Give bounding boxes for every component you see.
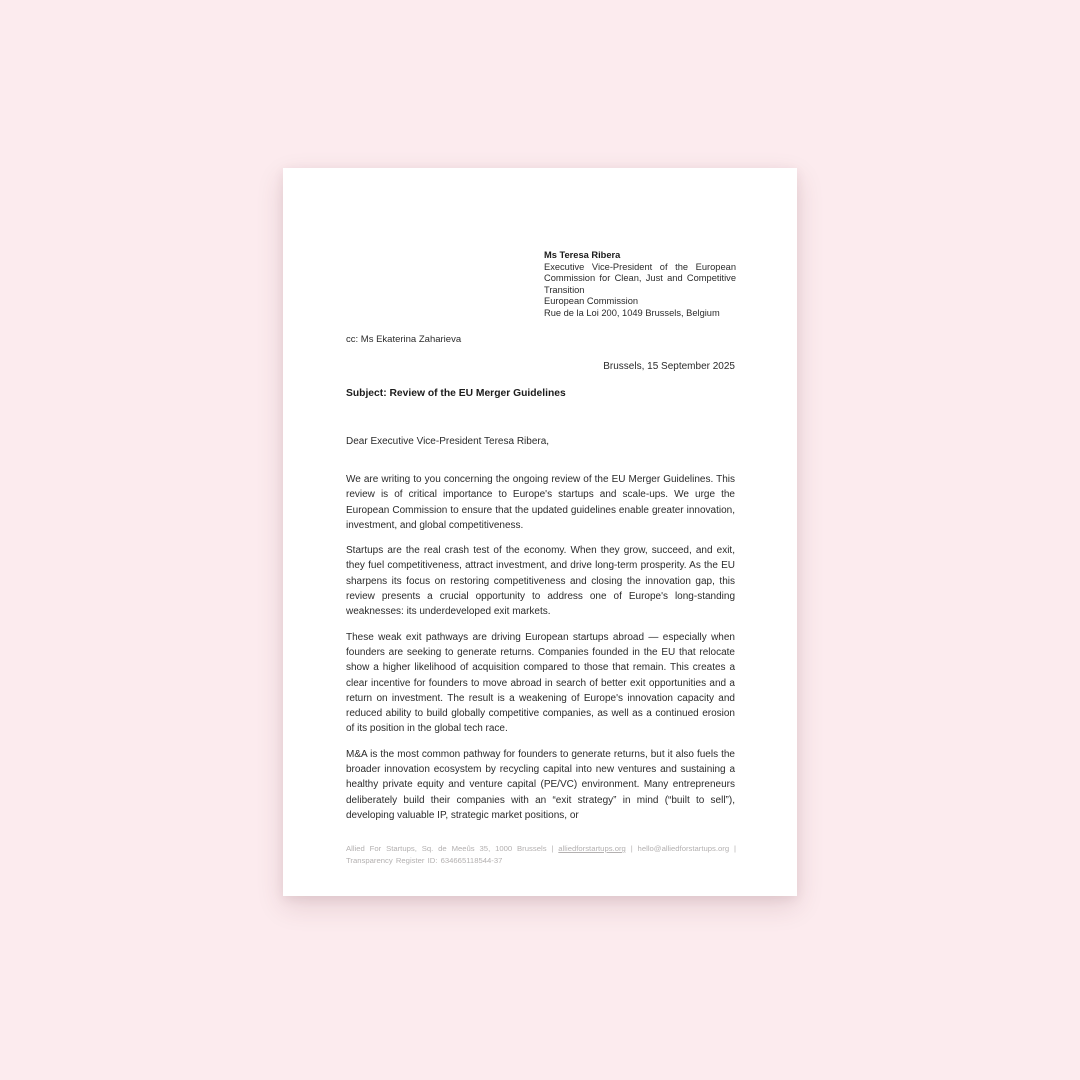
recipient-organisation: European Commission [544, 296, 639, 307]
cc-line: cc: Ms Ekaterina Zaharieva [346, 334, 462, 345]
footer-website-link[interactable]: alliedforstartups.org [558, 844, 626, 853]
recipient-block [544, 250, 736, 320]
body-paragraph-2: Startups are the real crash test of the economy. When they grow, succeed, and exit, they fuel competitiveness, attract investment, and drive long-term prosperity. As the EU sharpens its focus on restoring competitiveness and closing the innovation gap, this review presents a crucial opportunity to address one of Europe's long-standing weaknesses: its underdeveloped exit markets. [346, 545, 735, 618]
body-paragraph-4: M&A is the most common pathway for founders to generate returns, but it also fuels the broader innovation ecosystem by recycling capital into new ventures and sustaining a healthy private equity and venture capital (PE/VC) environment. Many entrepreneurs deliberately build their companies with an “exit strategy” in mind (“built to sell”), developing valuable IP, strategic market positions, or [346, 748, 735, 821]
salutation: Dear Executive Vice-President Teresa Ribera, [346, 436, 550, 447]
subject-line: Subject: Review of the EU Merger Guidelines [346, 388, 566, 399]
dateline: Brussels, 15 September 2025 [603, 361, 735, 372]
recipient-name: Ms Teresa Ribera [544, 250, 621, 260]
recipient-address: Rue de la Loi 200, 1049 Brussels, Belgium [544, 307, 720, 318]
letter-body [346, 472, 735, 833]
body-paragraph-1: We are writing to you concerning the ongoing review of the EU Merger Guidelines. This review is of critical importance to Europe's startups and scale-ups. We urge the European Commission to ensure that the updated guidelines enable greater innovation, investment, and global competitiveness. [346, 474, 735, 531]
page-footer [346, 843, 736, 866]
recipient-title: Executive Vice-President of the European Commission for Clean, Just and Competitive Transition [544, 261, 736, 295]
body-paragraph-3: These weak exit pathways are driving European startups abroad — especially when founders are seeking to generate returns. Companies founded in the EU that relocate show a higher likelihood of acquisition compared to those that remain. This creates a clear incentive for founders to move abroad in search of better exit opportunities and a return on investment. The result is a weakening of Europe's innovation capacity and reduced ability to build globally competitive companies, as well as a continued erosion of its position in the global tech race. [346, 631, 735, 735]
footer-text-after-link: | hello@alliedforstartups.org | Transparency Register ID: 634665118544-37 [346, 844, 736, 865]
footer-text-before-link: Allied For Startups, Sq. de Meeûs 35, 1000 Brussels | [346, 844, 559, 853]
letter-page [283, 168, 797, 896]
